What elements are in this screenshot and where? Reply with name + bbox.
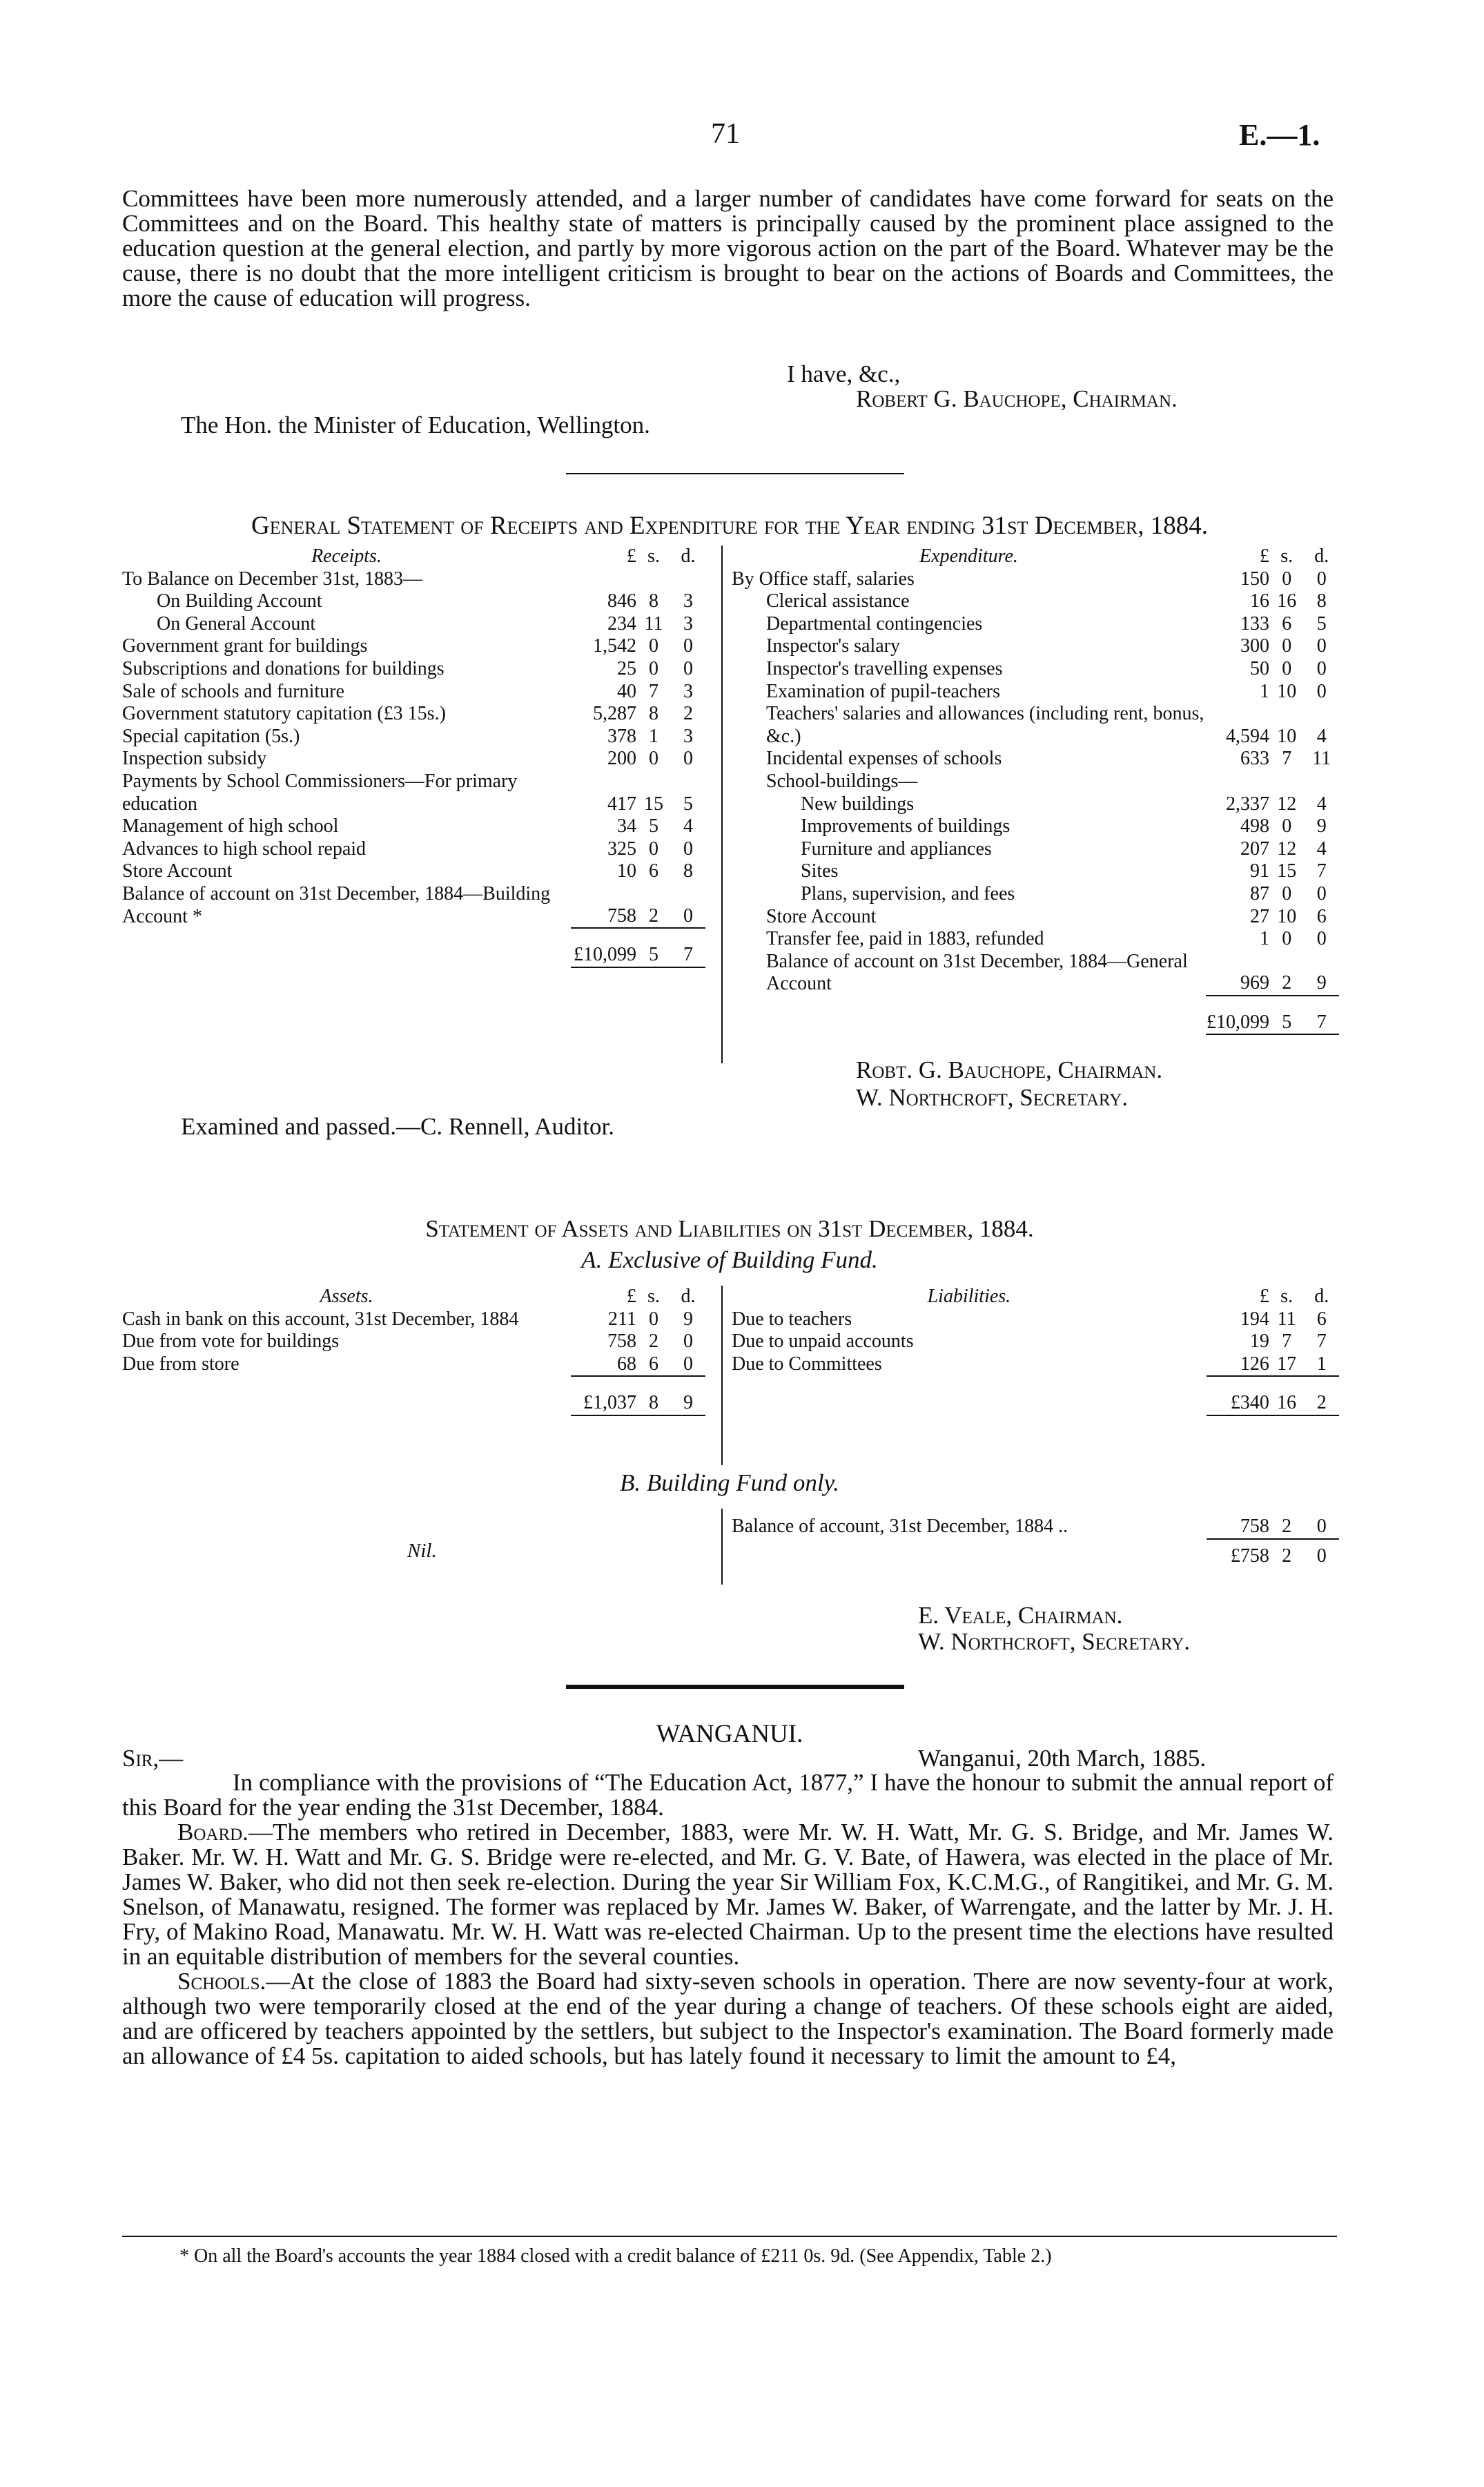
receipts-table-wrap [122,545,719,971]
liabilities-total-row [732,1392,1339,1415]
expenditure-header-shillings: s. [1280,545,1293,567]
expenditure-shillings: 10 [1277,725,1297,747]
expenditure-pounds: 969 [1240,972,1269,994]
expenditure-row [732,815,1339,838]
building-fund-total-shillings: 2 [1282,1545,1292,1567]
receipts-shillings: 5 [649,815,658,838]
expenditure-shillings: 10 [1277,680,1297,702]
assets-pounds: 211 [608,1308,636,1330]
liabilities-pounds: 126 [1240,1353,1269,1375]
liabilities-label: Due to teachers [732,1308,852,1330]
expenditure-shillings: 0 [1282,635,1292,657]
section-b-heading: B. Building Fund only. [620,1469,839,1496]
expenditure-label: New buildings [801,793,915,815]
assets-shillings: 0 [649,1308,658,1330]
receipts-label: Government grant for buildings [122,635,368,657]
building-fund-total-pence: 0 [1316,1545,1327,1567]
assets-total-shillings: 8 [649,1392,658,1414]
expenditure-label: Plans, supervision, and fees [801,882,1015,904]
expenditure-table [732,545,1339,1038]
assets-pounds: 758 [607,1330,636,1353]
expenditure-row [732,568,1339,591]
assets-header-pence: d. [681,1286,696,1307]
assets-header-shillings: s. [647,1286,660,1307]
footnote-rule [122,2236,1337,2237]
paragraph-2 [122,1820,1334,1969]
assets-liabilities-title: Statement of Assets and Liabilities on 31st December, 1884. [425,1215,1034,1242]
paragraph-3-lead: Schools. [177,1968,266,1995]
liabilities-shillings: 11 [1277,1308,1296,1330]
receipts-total-shillings: 5 [649,944,658,966]
assets-pence: 0 [683,1353,693,1375]
liabilities-total-pence: 2 [1316,1392,1327,1414]
receipts-pounds: 5,287 [593,703,636,725]
expenditure-row [732,635,1339,658]
liabilities-row [732,1308,1339,1331]
expenditure-pounds: 133 [1240,612,1269,635]
expenditure-label: Sites [801,860,839,882]
receipts-row [122,883,719,928]
receipts-pence [671,568,705,591]
receipts-header: Receipts. [311,545,382,567]
receipts-header-shillings: s. [647,545,660,567]
building-fund-shillings: 2 [1282,1516,1292,1537]
expenditure-label: Inspector's travelling expenses [766,657,1003,679]
expenditure-row [732,838,1339,861]
receipts-pounds: 417 [607,793,636,815]
expenditure-label: School-buildings— [766,770,918,792]
addressee: The Hon. the Minister of Education, Wellington. [181,412,650,438]
receipts-pounds: 34 [617,815,636,838]
signature-chairman: Robert G. Bauchope, Chairman. [856,385,1178,412]
dateline: Wanganui, 20th March, 1885. [918,1745,1207,1772]
receipts-pounds: 378 [607,725,636,747]
assets-row [122,1308,719,1331]
receipts-label: Advances to high school repaid [122,838,367,860]
building-fund-pence: 0 [1316,1516,1327,1537]
receipts-pounds: 200 [607,748,636,770]
liabilities-pounds: 194 [1240,1308,1269,1330]
building-fund-label: Balance of account, 31st December, 1884 .. [732,1516,1068,1537]
receipts-row [122,613,719,636]
expenditure-shillings: 7 [1282,748,1292,770]
expenditure-shillings: 0 [1282,815,1292,838]
receipts-pounds: 10 [617,860,636,882]
expenditure-pence: 7 [1316,860,1327,882]
receipts-pounds: 1,542 [593,635,636,657]
expenditure-row [732,590,1339,613]
expenditure-pounds: 2,337 [1225,793,1269,815]
receipts-total-pounds: £10,099 [574,944,636,966]
receipts-shillings: 0 [649,657,658,679]
receipts-total-pence: 7 [683,944,693,966]
receipts-pence: 2 [683,703,693,725]
receipts-shillings: 7 [649,680,658,702]
receipts-header-pounds: £ [627,545,636,567]
expenditure-header-pounds: £ [1259,545,1269,567]
expenditure-row [732,951,1339,996]
section-a-heading: A. Exclusive of Building Fund. [581,1246,878,1273]
expenditure-label: By Office staff, salaries [732,568,915,590]
liabilities-shillings: 17 [1277,1353,1297,1375]
expenditure-pounds: 633 [1240,748,1269,770]
expenditure-pence: 4 [1316,793,1327,815]
expenditure-pounds: 300 [1240,635,1269,657]
paragraph-3-text: —At the close of 1883 the Board had sixty-seven schools in operation. There are now seventy-four at work, although two were temporarily closed at the end of the year during a change of teachers. Of these schools eight are aided, and are officered by teachers appointed by the settlers, but subject to the Inspector's examination. The Board formerly made an allowance of £4 5s. capitation to aided schools, but has lately found it necessary to limit the amount to £4, [122,1968,1334,2069]
expenditure-pence: 0 [1316,928,1327,950]
receipts-pence: 5 [683,793,693,815]
receipts-row [122,681,719,704]
auditor-text: Examined and passed.—C. Rennell, Auditor. [181,1113,614,1140]
receipts-pence: 4 [683,815,693,838]
expenditure-row [732,883,1339,906]
expenditure-header: Expenditure. [919,545,1018,567]
expenditure-total-shillings: 5 [1282,1011,1292,1033]
expenditure-pence: 4 [1316,838,1327,860]
expenditure-pence: 5 [1316,612,1327,635]
liabilities-shillings: 7 [1282,1330,1292,1353]
building-fund-pounds: 758 [1240,1516,1269,1537]
expenditure-pence: 6 [1316,905,1327,927]
signature-secretary: W. Northcroft, Secretary. [856,1084,1129,1111]
divider-double [566,1685,904,1689]
expenditure-row [732,703,1339,748]
assets-header-pounds: £ [627,1286,636,1307]
expenditure-row [732,748,1339,771]
receipts-shillings: 2 [649,904,658,927]
liabilities-pence: 1 [1316,1353,1327,1375]
receipts-row [122,568,719,591]
building-fund-row [732,1516,1339,1539]
expenditure-pence: 9 [1316,815,1327,838]
paragraph-1: In compliance with the provisions of “The Education Act, 1877,” I have the honour to submit the annual report of this Board for the year ending the 31st December, 1884. [122,1769,1334,1821]
receipts-header-pence: d. [681,545,696,567]
footnote: * On all the Board's accounts the year 1884 closed with a credit balance of £211 0s. 9d. (See Appendix, Table 2.) [179,2245,1052,2267]
expenditure-shillings: 2 [1282,972,1292,994]
divider-1 [566,473,904,474]
expenditure-row [732,793,1339,816]
expenditure-pounds: 498 [1240,815,1269,838]
signature-veale: E. Veale, Chairman. [918,1602,1123,1629]
receipts-shillings: 0 [649,748,658,770]
assets-pounds: 68 [617,1353,636,1375]
receipts-label: To Balance on December 31st, 1883— [122,568,423,590]
building-fund-wrap [732,1516,1339,1567]
expenditure-label: Improvements of buildings [801,815,1011,838]
expenditure-pence: 4 [1316,725,1327,747]
expenditure-pence: 11 [1312,748,1331,770]
expenditure-pounds: 4,594 [1225,725,1269,747]
receipts-shillings: 8 [649,590,658,612]
receipts-pence: 3 [683,725,693,747]
paragraph-2-text: —The members who retired in December, 1883, were Mr. W. H. Watt, Mr. G. S. Bridge, and Mr. James W. Baker. Mr. W. H. Watt and Mr. G. S. Bridge were re-elected, and Mr. G. V. Bate, of Hawera, was elected in the place of Mr. James W. Baker, who did not then seek re-election. During the year Sir William Fox, K.C.M.G., of Rangitikei, and Mr. G. M. Snelson, of Manawatu, resigned. The former was replaced by Mr. James W. Baker, of Warrengate, and the latter by Mr. J. H. Fry, of Makino Road, Manawatu. Mr. W. H. Watt was re-elected Chairman. Up to the present time the elections have resulted in an equitable distribution of members for the several counties. [122,1819,1334,1970]
expenditure-label: Departmental contingencies [766,612,983,635]
expenditure-label: Clerical assistance [766,590,910,612]
expenditure-row [732,906,1339,929]
page-number: 71 [711,118,740,150]
expenditure-row [732,681,1339,704]
expenditure-total-pounds: £10,099 [1206,1011,1269,1033]
receipts-column-divider [721,545,723,1063]
building-fund-table [732,1516,1339,1567]
receipts-pence: 0 [683,904,693,927]
wanganui-body [122,1770,1334,2069]
receipts-label: Store Account [122,860,233,882]
receipts-pence: 3 [683,680,693,702]
expenditure-label: Inspector's salary [766,635,900,657]
receipts-pounds: 846 [607,590,636,612]
assets-total-row [122,1392,719,1415]
receipts-row [122,771,719,815]
liabilities-header-shillings: s. [1280,1286,1293,1307]
receipts-pence: 0 [683,748,693,770]
building-fund-label-text: Balance of account, 31st December, 1884 [732,1516,1054,1537]
signature-chairman-2: Robt. G. Bauchope, Chairman. [856,1056,1163,1083]
expenditure-pence: 8 [1316,590,1327,612]
liabilities-total-pounds: £340 [1230,1392,1269,1414]
receipts-pounds [571,568,636,591]
assets-pence: 0 [683,1330,693,1353]
expenditure-label: Transfer fee, paid in 1883, refunded [766,928,1044,950]
liabilities-pence: 6 [1316,1308,1327,1330]
expenditure-row [732,860,1339,883]
building-fund-total-row [732,1545,1339,1568]
expenditure-shillings: 12 [1277,838,1297,860]
receipts-table [122,545,719,971]
receipts-pence: 0 [683,657,693,679]
assets-shillings: 6 [649,1353,658,1375]
expenditure-label: Teachers' salaries and allowances (including rent, bonus, &c.) [766,703,1204,747]
expenditure-row [732,928,1339,951]
expenditure-pounds: 1 [1259,928,1269,950]
expenditure-shillings [1269,771,1305,793]
assets-table-wrap [122,1286,719,1419]
expenditure-label: Incidental expenses of schools [766,748,1002,770]
expenditure-shillings: 0 [1282,882,1292,904]
assets-pence: 9 [683,1308,693,1330]
expenditure-pence: 0 [1316,635,1327,657]
receipts-row [122,726,719,748]
receipts-row [122,838,719,861]
expenditure-pence [1304,771,1339,793]
receipts-shillings: 1 [649,725,658,747]
receipts-total-row [122,944,719,967]
building-fund-total-pounds: £758 [1230,1545,1269,1567]
intro-paragraph: Committees have been more numerously attended, and a larger number of candidates have come forward for seats on the Committees and on the Board. This healthy state of matters is principally caused by the prominent place assigned to the education question at the general election, and partly by more vigorous action on the part of the Board. Whatever may be the cause, there is no doubt that the more intelligent criticism is brought to bear on the actions of Boards and Committees, the more the cause of education will progress. [122,185,1334,311]
expenditure-pence: 9 [1316,972,1327,994]
expenditure-pounds: 50 [1249,657,1269,679]
receipts-pence: 8 [683,860,693,882]
receipts-label: Management of high school [122,815,339,838]
receipts-shillings [636,568,671,591]
expenditure-shillings: 10 [1277,905,1297,927]
nil-label: Nil. [407,1540,437,1562]
liabilities-header: Liabilities. [927,1286,1011,1307]
expenditure-label: Examination of pupil-teachers [766,680,1000,702]
assets-table [122,1286,719,1419]
signature-northcroft: W. Northcroft, Secretary. [918,1628,1191,1655]
expenditure-pounds: 1 [1259,680,1269,702]
expenditure-header-pence: d. [1314,545,1329,567]
receipts-shillings: 15 [644,793,663,815]
liabilities-row [732,1353,1339,1377]
assets-column-divider [721,1286,723,1465]
receipts-pounds: 25 [617,657,636,679]
receipts-shillings: 11 [644,612,663,635]
liabilities-label: Due to unpaid accounts [732,1330,914,1353]
assets-row [122,1353,719,1377]
liabilities-table [732,1286,1339,1419]
receipts-shillings: 0 [649,635,658,657]
receipts-row [122,748,719,771]
expenditure-label: Furniture and appliances [801,838,992,860]
expenditure-pence: 0 [1316,882,1327,904]
receipts-pounds: 40 [617,680,636,702]
expenditure-shillings: 15 [1277,860,1297,882]
receipts-row [122,860,719,883]
building-fund-divider [721,1509,723,1585]
assets-total-pence: 9 [683,1392,693,1414]
closing-line: I have, &c., [787,360,901,387]
expenditure-total-pence: 7 [1316,1011,1327,1033]
receipts-shillings: 8 [649,703,658,725]
document-reference: E.—1. [1239,118,1320,152]
assets-header: Assets. [320,1286,373,1307]
salutation: Sir,— [122,1745,184,1772]
wanganui-heading: WANGANUI. [656,1720,803,1748]
expenditure-table-wrap [732,545,1339,1038]
paragraph-3 [122,1969,1334,2069]
receipts-pence: 3 [683,612,693,635]
expenditure-shillings: 0 [1282,928,1292,950]
assets-row [122,1330,719,1353]
expenditure-shillings: 12 [1277,793,1297,815]
assets-shillings: 2 [649,1330,658,1353]
liabilities-table-wrap [732,1286,1339,1419]
liabilities-header-pence: d. [1314,1286,1329,1307]
assets-total-pounds: £1,037 [583,1392,636,1414]
expenditure-total-row [732,1012,1339,1035]
paragraph-2-lead: Board. [177,1819,248,1846]
receipts-pence: 0 [683,635,693,657]
expenditure-pounds [1206,771,1269,793]
liabilities-pounds: 19 [1249,1330,1269,1353]
expenditure-pounds: 207 [1240,838,1269,860]
assets-label: Due from vote for buildings [122,1330,340,1353]
receipts-label: On General Account [157,612,316,635]
receipts-pounds: 234 [607,612,636,635]
expenditure-pence: 0 [1316,657,1327,679]
receipts-expenditure-title: General Statement of Receipts and Expenditure for the Year ending 31st December, 1884. [251,512,1209,540]
auditor-line [181,1113,614,1141]
receipts-label: Subscriptions and donations for buildings [122,657,445,679]
liabilities-total-shillings: 16 [1277,1392,1297,1414]
expenditure-pounds: 27 [1249,905,1269,927]
receipts-pounds: 325 [607,838,636,860]
receipts-label: Inspection subsidy [122,748,267,770]
liabilities-pence: 7 [1316,1330,1327,1353]
expenditure-pence: 0 [1316,568,1327,590]
expenditure-pence: 0 [1316,680,1327,702]
receipts-label: Special capitation (5s.) [122,725,300,747]
expenditure-shillings: 16 [1277,590,1297,612]
expenditure-shillings: 6 [1282,612,1292,635]
receipts-pence: 0 [683,838,693,860]
receipts-pounds: 758 [607,904,636,927]
receipts-row [122,590,719,613]
liabilities-row [732,1330,1339,1353]
expenditure-row [732,658,1339,681]
receipts-label: Payments by School Commissioners—For primary education [122,770,518,815]
expenditure-label: Balance of account on 31st December, 1884—General Account [766,950,1188,995]
expenditure-pounds: 16 [1249,590,1269,612]
receipts-row [122,815,719,838]
expenditure-label: Store Account [766,905,877,927]
expenditure-row [732,771,1339,793]
expenditure-shillings: 0 [1282,568,1292,590]
expenditure-shillings: 0 [1282,657,1292,679]
expenditure-row [732,613,1339,636]
receipts-label: Sale of schools and furniture [122,680,344,702]
expenditure-pounds: 87 [1249,882,1269,904]
assets-label: Cash in bank on this account, 31st December, 1884 [122,1308,519,1330]
expenditure-pounds: 150 [1240,568,1269,590]
receipts-label: On Building Account [157,590,322,612]
receipts-row [122,635,719,658]
assets-label: Due from store [122,1353,240,1375]
receipts-row [122,703,719,726]
receipts-label: Balance of account on 31st December, 1884—Building Account * [122,882,551,927]
receipts-shillings: 6 [649,860,658,882]
receipts-shillings: 0 [649,838,658,860]
expenditure-pounds: 91 [1249,860,1269,882]
receipts-label: Government statutory capitation (£3 15s.) [122,703,446,725]
receipts-pence: 3 [683,590,693,612]
liabilities-header-pounds: £ [1259,1286,1269,1307]
receipts-row [122,658,719,681]
liabilities-label: Due to Committees [732,1353,882,1375]
